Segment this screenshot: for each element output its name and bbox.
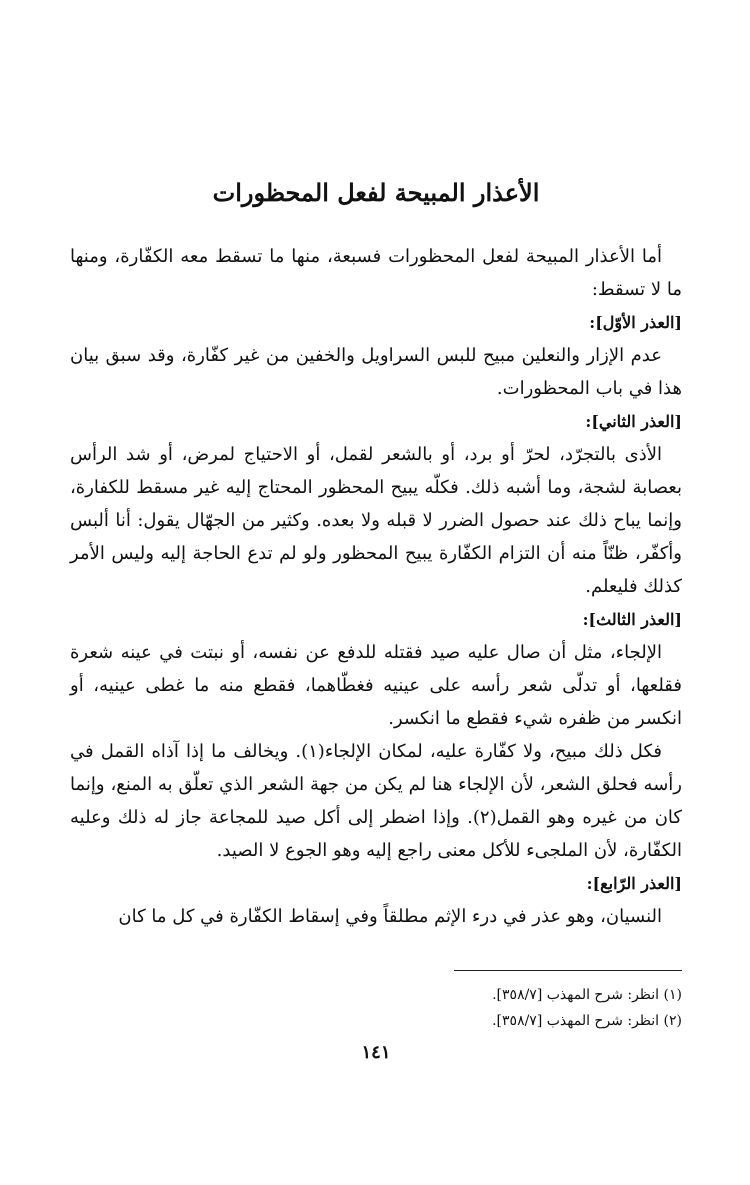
paragraph: [70, 438, 682, 603]
text-line: الإلجاء، مثل أن صال عليه صيد فقتله للدفع عن نفسه، أو نبتت في عينه: [120, 642, 662, 663]
book-page: [70, 0, 682, 1185]
text-line: بيان هذا في باب المحظورات.: [70, 345, 682, 399]
intro-paragraph: [70, 240, 682, 306]
footnotes: [70, 982, 682, 1034]
page-number: ١٤١: [361, 1042, 391, 1063]
text-line: إليه وليس الأمر كذلك فليعلم.: [70, 543, 682, 597]
footnote: (١) انظر: شرح المهذب [٣٥٨/٧].: [492, 987, 682, 1003]
main-text: [70, 240, 682, 933]
paragraph: [70, 735, 682, 867]
text-line: النسيان، وهو عذر في درء الإثم مطلقاً وفي إسقاط الكفّارة في كل ما كان: [118, 906, 662, 927]
section-heading-4: [العذر الرّابع]:: [586, 874, 682, 893]
text-line: أما الأعذار المبيحة لفعل المحظورات فسبعة، منها ما تسقط معه الكفّارة،: [114, 246, 662, 267]
footnote: (٢) انظر: شرح المهذب [٣٥٨/٧].: [492, 1013, 682, 1029]
text-line: ذلك وعليه الكفّارة، لأن الملجىء للأكل معنى راجع إليه وهو الجوع لا الصيد.: [70, 807, 682, 861]
text-line: يقول: أنا ألبس وأكفّر، ظنّاً منه أن التزام الكفّارة يبيح المحظور ولو لم تدع الحاجة: [70, 510, 682, 564]
paragraph: [70, 900, 682, 933]
text-line: ومنها ما لا تسقط:: [70, 246, 682, 300]
text-line: عدم الإزار والنعلين مبيح للبس السراويل والخفين من غير كفّارة، وقد سبق: [105, 345, 662, 366]
page-title: الأعذار المبيحة لفعل المحظورات: [212, 178, 540, 207]
text-line: الأذى بالتجرّد، لحرّ أو برد، أو بالشعر لقمل، أو الاحتياج لمرض، أو شد: [126, 444, 662, 465]
footnote-divider: [454, 970, 682, 971]
paragraph: [70, 339, 682, 405]
paragraph: [70, 636, 682, 735]
text-line: شعرة فقلعها، أو تدلّى شعر رأسه على عينيه فغطّاهما، فقطع منه ما غطى عينيه، أو: [70, 642, 682, 696]
text-line: الرأس بعصابة لشجة، وما أشبه ذلك. فكلّه يبيح المحظور المحتاج إليه غير مسقط: [70, 444, 682, 498]
text-line: القمل في رأسه فحلق الشعر، لأن الإلجاء هنا لم يكن من جهة الشعر الذي تعلّق به: [70, 741, 682, 795]
text-line: انكسر من ظفره شيء فقطع ما انكسر.: [388, 708, 682, 729]
section-heading-3: [العذر الثالث]:: [582, 610, 682, 629]
text-line: للكفارة، وإنما يباح ذلك عند حصول الضرر لا قبله ولا بعده. وكثير من الجهّال: [70, 477, 682, 531]
text-line: المنع، وإنما كان من غيره وهو القمل(٢). وإذا اضطر إلى أكل صيد للمجاعة جاز له: [70, 774, 682, 828]
section-heading-1: [العذر الأوّل]:: [589, 313, 682, 332]
section-heading-2: [العذر الثاني]:: [585, 412, 682, 431]
text-line: فكل ذلك مبيح، ولا كفّارة عليه، لمكان الإلجاء(١). ويخالف ما إذا آذاه: [151, 741, 662, 762]
